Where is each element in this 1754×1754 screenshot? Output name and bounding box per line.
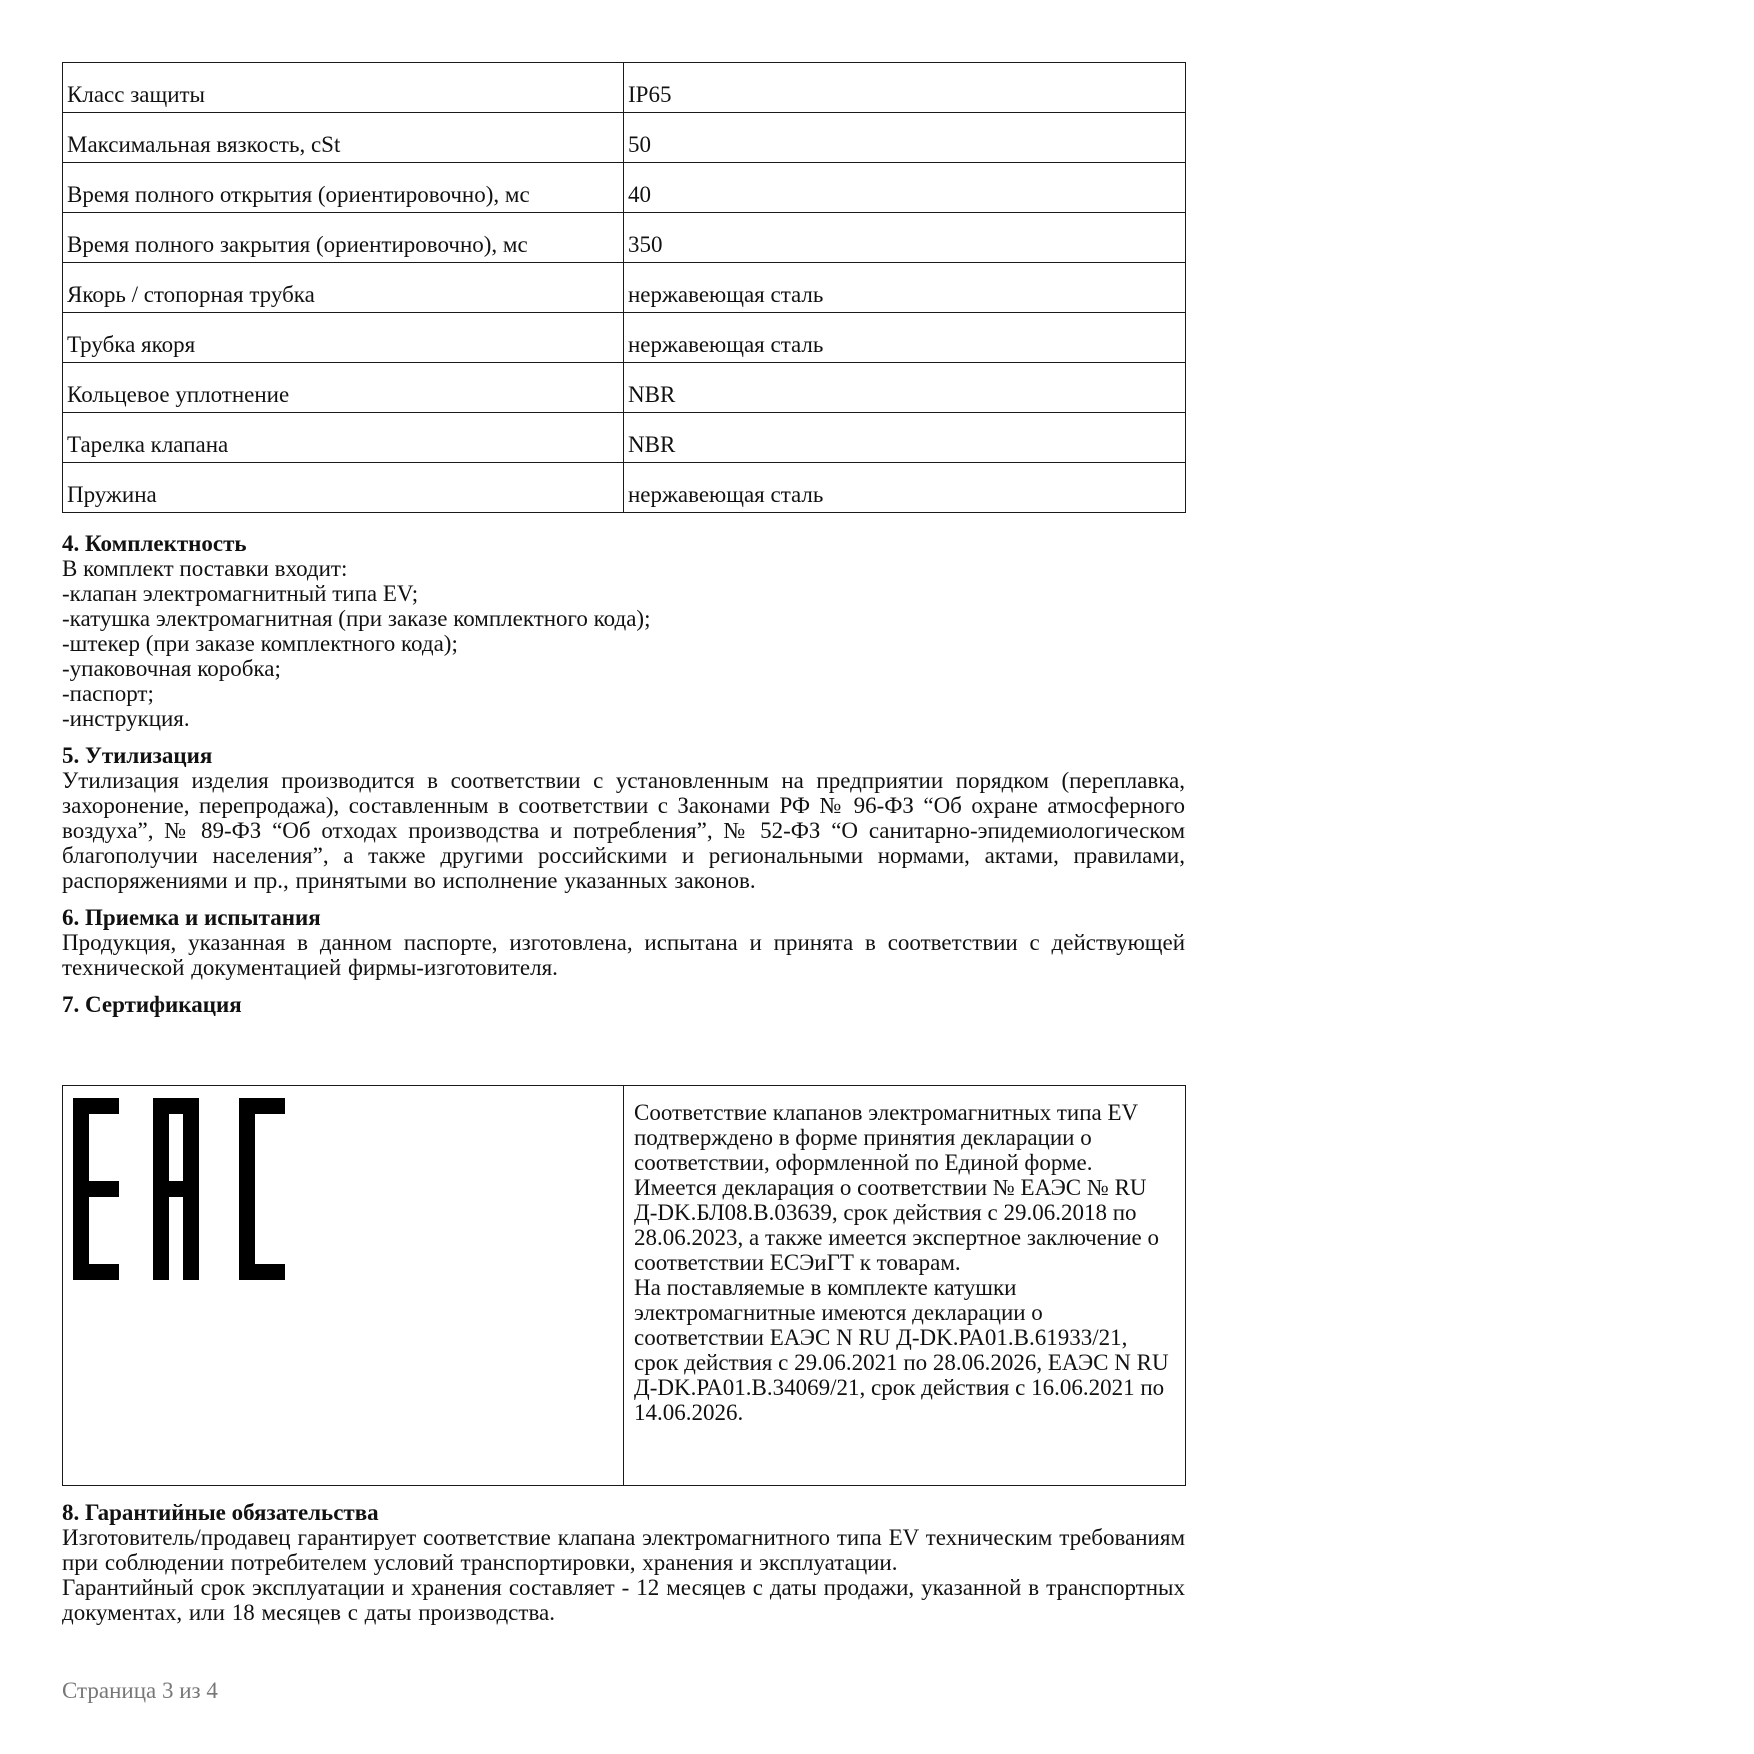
- param-name-cell: Трубка якоря: [63, 313, 624, 363]
- param-value-cell: 40: [624, 163, 1186, 213]
- table-row: [63, 213, 1186, 263]
- section-intro: В комплект поставки входит:: [62, 556, 348, 581]
- param-name-cell: Тарелка клапана: [63, 413, 624, 463]
- param-value-cell: IP65: [624, 63, 1186, 113]
- section-certification: [62, 992, 1185, 1017]
- section-warranty: [62, 1500, 1185, 1625]
- list-item: -инструкция.: [62, 706, 190, 731]
- section-text: Продукция, указанная в данном паспорте, изготовлена, испытана и принята в соответствии с действующей технической документацией фирмы-изготовителя.: [62, 930, 1185, 980]
- list-item: -клапан электромагнитный типа EV;: [62, 581, 419, 606]
- section-title: 7. Сертификация: [62, 992, 242, 1017]
- section-title: 4. Комплектность: [62, 531, 247, 556]
- param-value-cell: нержавеющая сталь: [624, 263, 1186, 313]
- certification-table: [62, 1085, 1186, 1486]
- section-disposal: [62, 743, 1185, 893]
- param-value-cell: NBR: [624, 413, 1186, 463]
- param-name-cell: Пружина: [63, 463, 624, 513]
- document-page: [62, 62, 1185, 1625]
- param-value-cell: 50: [624, 113, 1186, 163]
- section-title: 6. Приемка и испытания: [62, 905, 321, 930]
- certification-declaration: Соответствие клапанов электромагнитных типа EV подтверждено в форме принятия декларации о соответствии, оформленной по Единой форме. Имеется декларация о соответствии № ЕАЭС № RU Д-DK.БЛ08.В.03639, срок действия с 29.06.2018 по 28.06.2023, а также имеется экспертное заключение о соответствии ЕСЭиГТ к товарам.: [634, 1100, 1159, 1275]
- completeness-list: [62, 581, 1185, 731]
- param-value-cell: NBR: [624, 363, 1186, 413]
- table-row: [63, 313, 1186, 363]
- param-name-cell: Время полного открытия (ориентировочно), мс: [63, 163, 624, 213]
- table-row: [63, 363, 1186, 413]
- warranty-paragraph-2: Гарантийный срок эксплуатации и хранения составляет - 12 месяцев с даты продажи, указанной в транспортных документах, или 18 месяцев с даты производства.: [62, 1575, 1185, 1625]
- eac-logo-cell: [63, 1086, 624, 1486]
- param-value-cell: 350: [624, 213, 1186, 263]
- table-row: [63, 113, 1186, 163]
- table-row: [63, 163, 1186, 213]
- table-row: [63, 63, 1186, 113]
- table-row: [63, 263, 1186, 313]
- list-item: -штекер (при заказе комплектного кода);: [62, 631, 458, 656]
- spec-table-body: [63, 63, 1186, 513]
- warranty-paragraph-1: Изготовитель/продавец гарантирует соответствие клапана электромагнитного типа EV техническим требованиям при соблюдении потребителем условий транспортировки, хранения и эксплуатации.: [62, 1525, 1185, 1575]
- param-value-cell: нержавеющая сталь: [624, 463, 1186, 513]
- eac-logo: [73, 1098, 285, 1280]
- section-text: Утилизация изделия производится в соответствии с установленным на предприятии порядком (переплавка, захоронение, перепродажа), составленным в соответствии с Законами РФ № 96-ФЗ “Об охране атмосферного воздуха”, № 89-ФЗ “Об отходах производства и потребления”, № 52-ФЗ “О санитарно-эпидемиологическом благополучии населения”, а также другими российскими и региональными нормами, актами, правилами, распоряжениями и пр., принятыми во исполнение указанных законов.: [62, 768, 1185, 893]
- section-title: 8. Гарантийные обязательства: [62, 1500, 379, 1525]
- table-row: [63, 463, 1186, 513]
- param-name-cell: Время полного закрытия (ориентировочно), мс: [63, 213, 624, 263]
- list-item: -упаковочная коробка;: [62, 656, 281, 681]
- param-value-cell: нержавеющая сталь: [624, 313, 1186, 363]
- section-acceptance: [62, 905, 1185, 980]
- table-row: [63, 413, 1186, 463]
- param-name-cell: Якорь / стопорная трубка: [63, 263, 624, 313]
- certification-text-cell: [624, 1086, 1186, 1486]
- page-number: Страница 3 из 4: [62, 1678, 218, 1703]
- param-name-cell: Кольцевое уплотнение: [63, 363, 624, 413]
- list-item: -катушка электромагнитная (при заказе комплектного кода);: [62, 606, 651, 631]
- param-name-cell: Класс защиты: [63, 63, 624, 113]
- list-item: -паспорт;: [62, 681, 154, 706]
- certification-coils: На поставляемые в комплекте катушки электромагнитные имеются декларации о соответствии ЕАЭС N RU Д-DK.РА01.В.61933/21, срок действия с 29.06.2021 по 28.06.2026, ЕАЭС N RU Д-DK.РА01.В.34069/21, срок действия с 16.06.2021 по 14.06.2026.: [634, 1275, 1169, 1425]
- section-completeness: [62, 531, 1185, 731]
- spec-table: [62, 62, 1186, 513]
- section-title: 5. Утилизация: [62, 743, 213, 768]
- param-name-cell: Максимальная вязкость, cSt: [63, 113, 624, 163]
